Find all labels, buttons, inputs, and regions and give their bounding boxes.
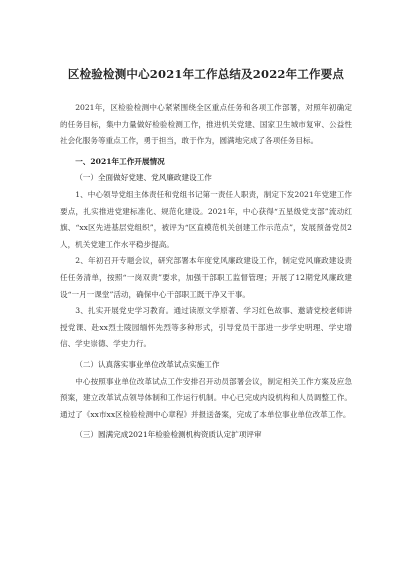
- subsection-1-heading: （一）全面做好党建、党风廉政建设工作: [75, 173, 212, 183]
- document-title: 区检验检测中心2021年工作总结及2022年工作要点: [67, 67, 345, 81]
- subsection-1-paragraph-1: 1、中心领导党组主体责任和党组书记第一责任人职责，制定下发2021年党建工作要点，扎实推进党建标准化、规范化建设。2021年，中心获得“五星级党支部”流动红旗、“xx区先进基层党组织”，被评为“区直模范机关创建工作示范点”，发展预备党员2人，机关党建工作水平稳步提高。: [60, 189, 352, 249]
- subsection-1-paragraph-3: 3、扎实开展党史学习教育。通过读原文学原著、学习红色故事、邀请党校老师讲授党课、赴xx烈士陵园缅怀先烈等多种形式，引导党员干部进一步学史明理、学史增信、学史崇德、学史力行。: [60, 306, 352, 349]
- intro-paragraph: 2021年，区检验检测中心紧紧围绕全区重点任务和各项工作部署，对照年初确定的任务目标，集中力量做好检验检测工作，推进机关党建、国家卫生城市复审、公益性社会化服务等重点工作，勇于担当，敢于作为，圆满地完成了各项任务目标。: [60, 103, 352, 146]
- section-1-heading: 一、2021年工作开展情况: [75, 156, 165, 166]
- subsection-2-heading: （二）认真落实事业单位改革试点实施工作: [75, 359, 220, 369]
- subsection-1-paragraph-2: 2、年初召开专题会议，研究部署本年度党风廉政建设工作，制定党风廉政建设责任任务清单，按照“一岗双责”要求，加强干部职工监督管理；开展了12期党风廉政建设“一月一课堂”活动，确保中心干部职工既干净又干事。: [60, 256, 352, 299]
- subsection-2-paragraph-1: 中心按照事业单位改革试点工作安排召开动员部署会议，制定相关工作方案及应急预案，建立改革试点领导体制和工作运行机制。中心已完成内设机构和人员调整工作。通过了《xx市xx区检验检测中心章程》并报送备案，完成了本单位事业单位改革工作。: [60, 376, 352, 419]
- subsection-3-heading: （三）圆满完成2021年检验检测机构资质认定扩项评审: [75, 430, 262, 440]
